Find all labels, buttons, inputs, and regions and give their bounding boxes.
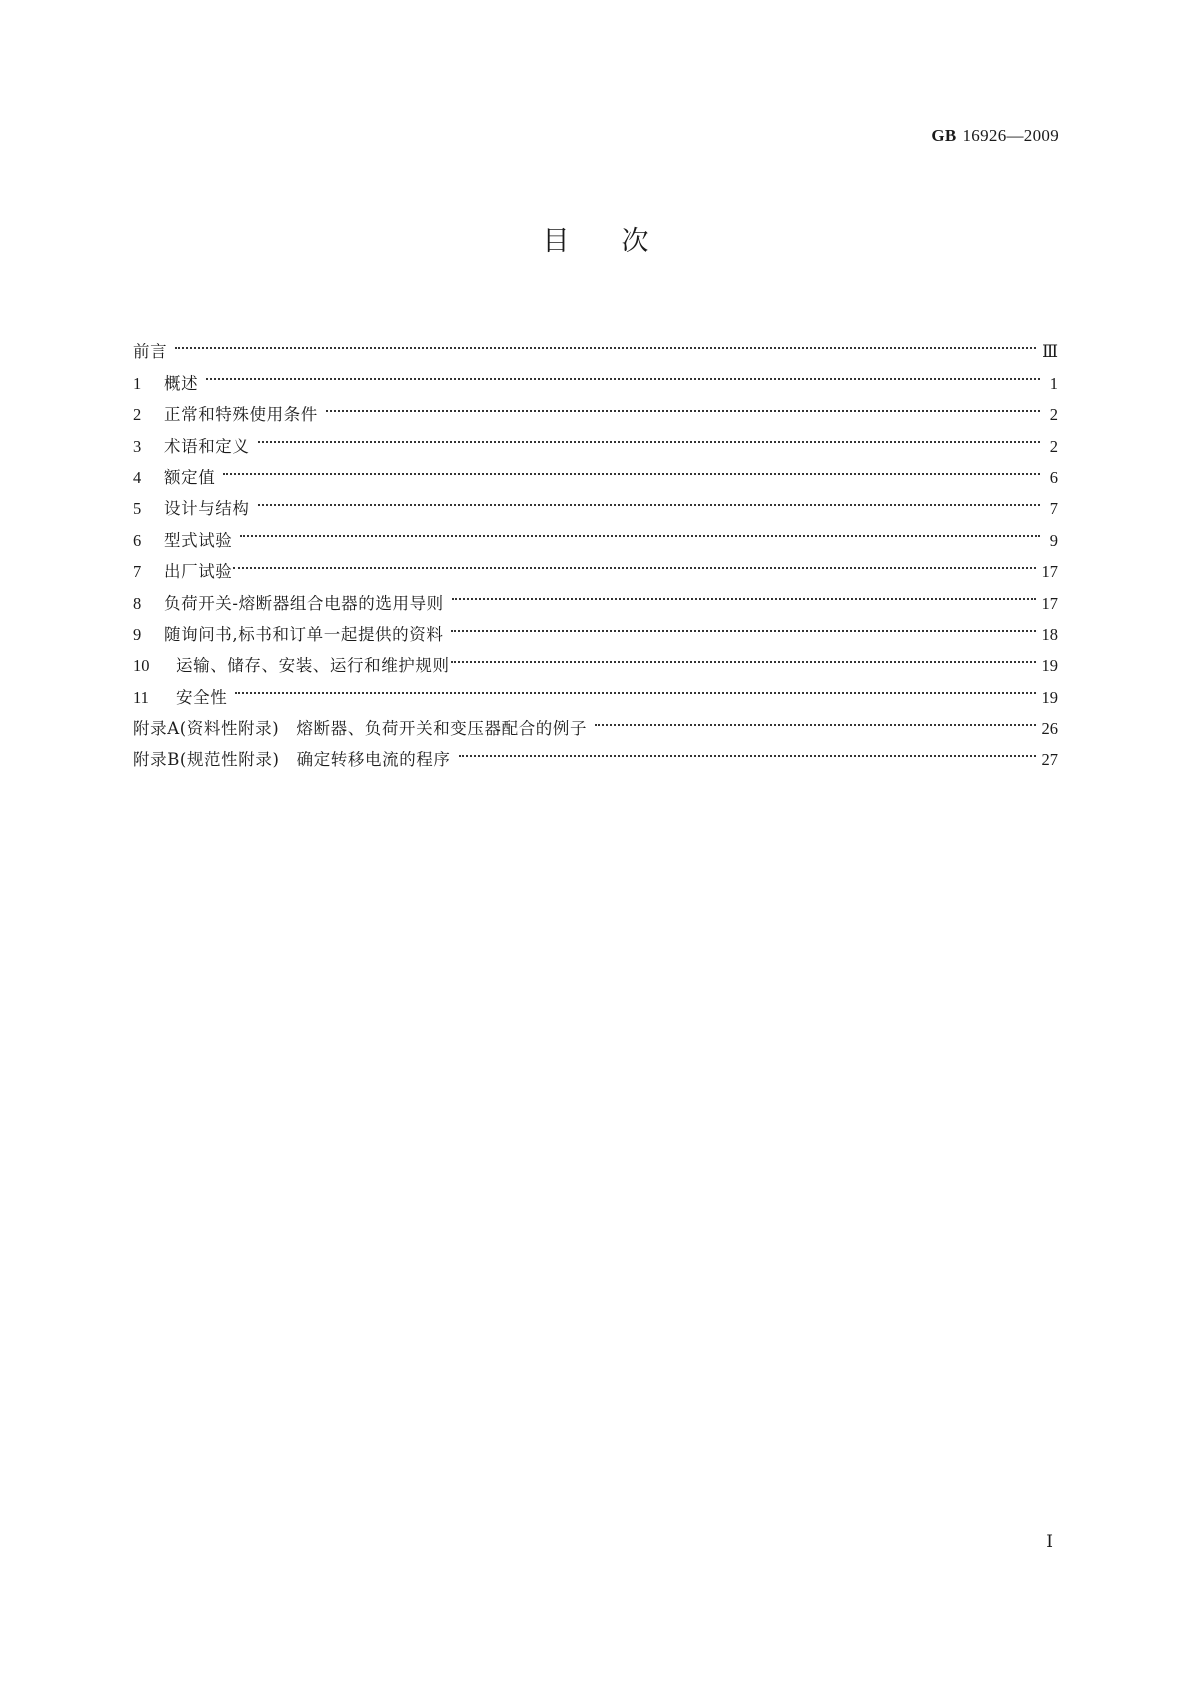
toc-number: 6	[133, 530, 142, 550]
toc-page-number: 27	[1041, 750, 1058, 770]
toc-entry-1[interactable]	[133, 357, 1058, 393]
toc-number: 1	[133, 373, 142, 393]
toc-number: 8	[133, 593, 142, 613]
toc-label: 正常和特殊使用条件	[164, 405, 318, 425]
toc-number: 3	[133, 436, 142, 456]
toc-entry-2[interactable]	[133, 389, 1058, 425]
toc-number: 2	[133, 405, 142, 425]
standard-number	[931, 126, 1059, 146]
toc-page-number: 2	[1049, 436, 1058, 456]
dot-leader	[258, 483, 1041, 514]
toc-entry-6[interactable]	[133, 514, 1058, 550]
toc-label: 术语和定义	[164, 436, 250, 456]
toc-page-number: 19	[1041, 656, 1058, 676]
dot-leader	[451, 609, 1035, 640]
toc-entry-3[interactable]	[133, 420, 1058, 456]
toc-label: 额定值	[164, 467, 216, 487]
toc-entry-foreword[interactable]	[133, 326, 1058, 362]
toc-entry-5[interactable]	[133, 483, 1058, 519]
toc-page-number: 19	[1041, 687, 1058, 707]
toc-page-number: 1	[1049, 373, 1058, 393]
toc-page-number: 7	[1049, 499, 1058, 519]
standard-code: 16926—2009	[962, 126, 1059, 145]
toc-entry-appendix-a[interactable]	[133, 703, 1058, 739]
toc-entry-11[interactable]	[133, 671, 1058, 707]
toc-number: 4	[133, 467, 142, 487]
dot-leader	[175, 326, 1036, 357]
toc-page-number: Ⅲ	[1042, 342, 1058, 362]
toc-number: 11	[133, 687, 149, 707]
dot-leader	[451, 640, 1036, 671]
table-of-contents	[133, 326, 1058, 770]
dot-leader	[223, 452, 1040, 483]
standard-prefix: GB	[931, 126, 957, 145]
dot-leader	[235, 671, 1035, 702]
toc-page-number: 17	[1041, 562, 1058, 582]
dot-leader	[452, 577, 1036, 608]
toc-label: 前言	[133, 342, 168, 362]
toc-entry-4[interactable]	[133, 452, 1058, 487]
toc-page-number: 9	[1049, 530, 1058, 550]
toc-number: 7	[133, 562, 142, 582]
page-number: Ⅰ	[1046, 1532, 1053, 1551]
toc-label: 附录B(规范性附录) 确定转移电流的程序	[133, 750, 451, 770]
toc-label: 安全性	[176, 687, 228, 707]
dot-leader	[459, 734, 1036, 765]
toc-number: 10	[133, 656, 150, 676]
toc-label: 附录A(资料性附录) 熔断器、负荷开关和变压器配合的例子	[133, 719, 588, 739]
page-title: 目次	[542, 226, 701, 257]
toc-number: 5	[133, 499, 142, 519]
toc-label: 随询问书,标书和订单一起提供的资料	[164, 624, 444, 644]
toc-page-number: 2	[1049, 405, 1058, 425]
dot-leader	[233, 546, 1035, 577]
toc-page-number: 26	[1041, 719, 1058, 739]
dot-leader	[326, 389, 1040, 420]
toc-label: 概述	[164, 373, 199, 393]
toc-label: 负荷开关-熔断器组合电器的选用导则	[164, 593, 444, 613]
toc-label: 运输、储存、安装、运行和维护规则	[176, 656, 450, 676]
toc-page-number: 18	[1041, 624, 1058, 644]
toc-label: 型式试验	[164, 530, 233, 550]
toc-label: 出厂试验	[164, 562, 233, 582]
toc-page-number: 6	[1049, 467, 1058, 487]
dot-leader	[258, 420, 1041, 451]
dot-leader	[595, 703, 1035, 734]
dot-leader	[206, 357, 1040, 388]
toc-label: 设计与结构	[164, 499, 250, 519]
toc-number: 9	[133, 624, 142, 644]
toc-entry-8[interactable]	[133, 577, 1058, 613]
dot-leader	[240, 514, 1040, 545]
toc-entry-7[interactable]	[133, 546, 1058, 582]
toc-page-number: 17	[1041, 593, 1058, 613]
